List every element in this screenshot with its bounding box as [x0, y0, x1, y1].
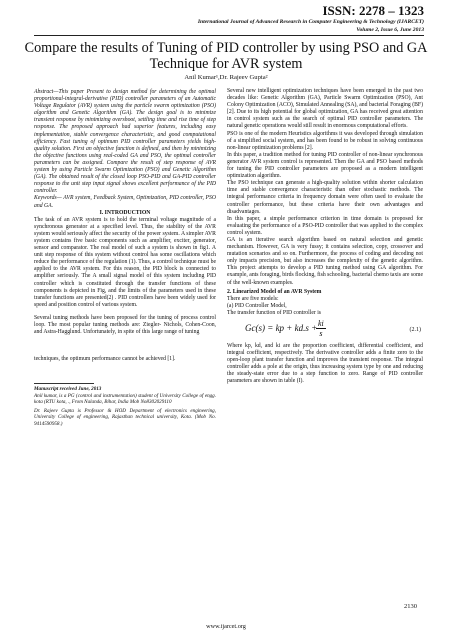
para-4: The PSO technique can generate a high-quality solution within shorter calculation time and stable convergence characteristic than other stochastic methods. The integral performance criteria in frequency domain were often used to evaluate the controller performance, but these criteria have their own advantages and disadvantages.	[227, 180, 423, 215]
footer-url: www.ijarcet.org	[206, 623, 246, 630]
footnote-author-2: Dr. Rajeev Gupta is Professor & HOD Department of electronics engineering, University College of engineering, Rajasthan technical university, Kota. (Mob No. 9414590958.)	[34, 408, 216, 427]
intro-text: The task of an AVR system is to hold the terminal voltage magnitude of a synchronous generator at a specified level. Thus, the stability of the AVR system would seriously affect the security of the power system. A simpler AVR system contains five basic components such as amplifier, exciter, generator, sensor and comparator. The real model of such a system is shown in fig1. A unit step response of this system without control has some oscillations which reduce the performance of the regulation (1). Thus, a control technique must be applied to the AVR system. For this reason, the PID block is connected to amplifier seriously. The A small signal model of this system including PID controller which is constituted through the transfer functions of these components is depicted in Fig, and the limits of the parameters used in these transfer functions are presented(2) . PID controllers have been widely used for speed and position control of various system.	[34, 216, 216, 308]
section-2-line-b: (a) PID Controller Model,	[227, 302, 287, 309]
equation-denominator: s	[319, 329, 323, 338]
section-2-heading: 2. Linearized Model of an AVR System	[227, 288, 322, 295]
equation-fraction	[316, 319, 326, 338]
tuning-text: Several tuning methods have been proposed for the tuning of process control loop. The most popular tuning methods are: Ziegler- Nichols, Cohen-Coon, and Astra-Hagglund. Unfortunately, in spite of this large range of tuning	[34, 314, 216, 336]
paper-authors: Anil Kumar¹,Dr. Rajeev Gupta²	[184, 74, 268, 81]
footnote-received: Manuscript received June, 2013	[34, 386, 102, 393]
equation-number: (2.1)	[409, 327, 421, 333]
page-number: 2130	[404, 603, 417, 610]
para-6: GA is an iterative search algorithm based on natural selection and genetic mechanism. However, GA is very fussy; it contains selection, copy, crossover and mutation scenarios and so on. Furthermore, the process of coding and decoding not only impacts precision, but also increases the complexity of the genetic algorithm. This project attempts to develop a PID tuning method using GA algorithm. For example, ants foraging, birds flocking, fish schooling, bacterial chemo taxis are some of the well-known examples.	[227, 236, 423, 286]
left-column	[34, 89, 216, 427]
equation-2-1	[227, 319, 423, 341]
right-column	[227, 88, 423, 386]
issn-header: ISSN: 2278 – 1323	[322, 3, 424, 18]
para-2: PSO is one of the modern Heuristics algorithms it was developed through simulation of a simplified social system, and has been found to be robust in solving continuous non-linear optimization problems [2].	[227, 130, 423, 151]
para-5: In this paper, a simple performance criterion in time domain is proposed for evaluating the performance of a PSO-PID controller that was applied to the complex control system.	[227, 215, 423, 236]
footnote-author-1: Anil kumar, is a PG (control and instrumentation) student of University College of engg. kota (RTU kota, ., From Nalanda, Bihar, India Mob No8302029110	[34, 392, 216, 405]
section-2-line-c: The transfer function of PID controller is	[227, 309, 322, 316]
journal-name: International Journal of Advanced Research in Computer Engineering & Technology (IJARCET)	[197, 19, 424, 25]
para-7: Where kp, kd, and ki are the proportion coefficient, differential coefficient, and integral coefficient, respectively. The derivative controller adds a finite zero to the open-loop plant transfer function and improves the transient response. The integral controller adds a pole at the origin, thus increasing system type by one and reducing the steady-state error due to a step function to zero. Range of PID controller parameters are shown in table (I).	[227, 343, 423, 385]
para-3: In this paper, a tradition method for tuning PID controller of non-linear synchronous generator AVR system control is represented. Then the GA and PSO based methods for tuning the PID controller parameters are proposed as a modern intelligent optimization algorithm.	[227, 151, 423, 180]
para-1: Several new intelligent optimization techniques have been emerged in the past two decades like: Genetic Algorithm (GA), Particle Swarm Optimization (PSO), Ant Colony Optimization (ACO), Simulated Annealing (SA), and bacterial Foraging (BF) [2]. Due to its high potential for global optimization, GA has received great attention in control system such as the search of optimal PID controller parameters. The natural genetic operations would still result in enormous computational efforts.	[227, 88, 423, 130]
tuning-text-2: techniques, the optimum performance cannot be achieved [1].	[34, 356, 176, 363]
section-2-line-a: There are five models:	[227, 295, 279, 302]
paper-title: Compare the results of Tuning of PID controller by using PSO and GA Technique for AVR system	[24, 40, 428, 72]
equation-lhs: Gc(s) = kp + kd.s +	[245, 323, 318, 333]
header-rule	[34, 35, 424, 36]
abstract-text: Abstract—This paper Present to design method for determining the optimal proportional-integral-derivative (PID) controller parameters of an Automatic Voltage Regulator (AVR) system using the particle swarm optimization (PSO) algorithm and Genetic Algorithm (GA). The design goal is to minimize transient response by minimizing overshoot, settling time and rise time of step response. The proposed approach had superior features, including easy implementation, stable convergence characteristic, and good computational efficiency. Fast tuning of optimum PID controller parameters yields high-quality solution. First an objective function is defined, and then by minimizing the objective functions using real-coded GA and PSO, the optimal controller parameters can be assigned. Compare the result of step response of AVR system by using Particle Swarm Optimization (PSO) and Genetic Algorithm (GA). The obtained result of the closed loop PSO-PID and GA-PID controller response to the unit step input signal shows excellent performance of the PID controller.	[34, 89, 216, 195]
keywords-text: Keywords— AVR system, Feedback System, Optimization, PID controller, PSO and GA.	[34, 195, 216, 209]
equation-numerator: ki	[318, 319, 324, 328]
volume-info: Volume 2, Issue 6, June 2013	[356, 27, 424, 33]
intro-heading: I. INTRODUCTION	[99, 209, 151, 216]
footnotes	[34, 383, 216, 427]
